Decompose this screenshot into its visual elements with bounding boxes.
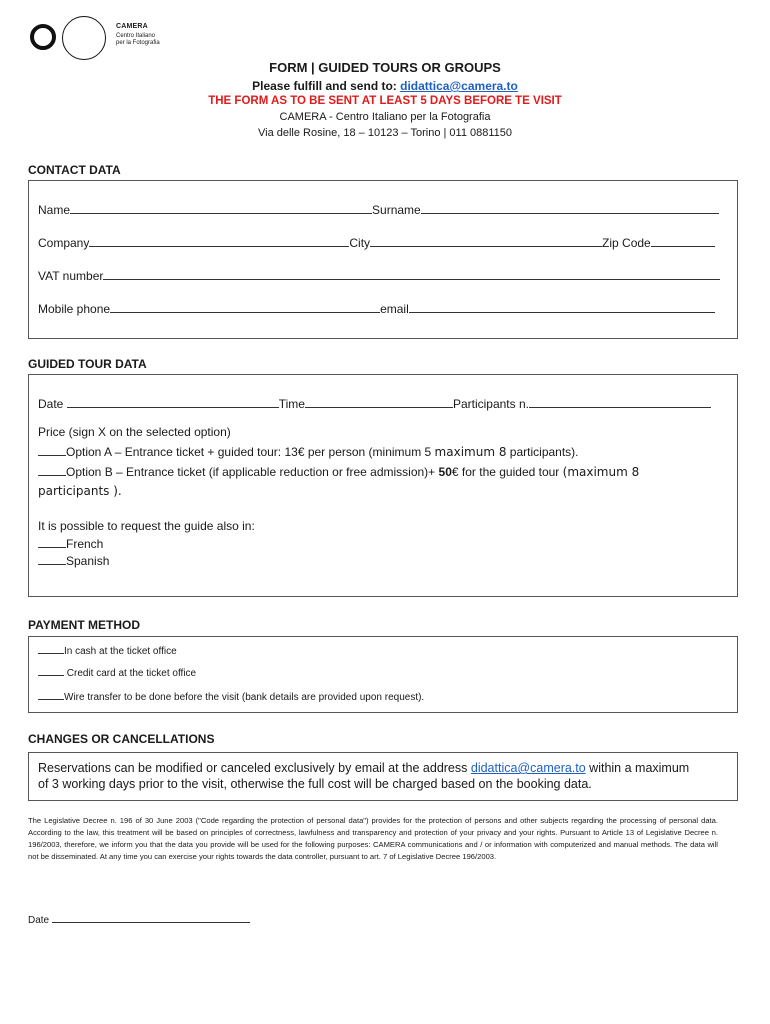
payment-wire[interactable]: Wire transfer to be done before the visit (bank details are provided upon request). (38, 690, 424, 703)
payment-card[interactable]: Credit card at the ticket office (38, 666, 196, 679)
payment-heading: PAYMENT METHOD (28, 618, 141, 632)
changes-heading: CHANGES OR CANCELLATIONS (28, 732, 215, 746)
tour-heading: GUIDED TOUR DATA (28, 357, 147, 371)
email-link[interactable]: didattica@camera.to (400, 79, 518, 93)
name-field[interactable]: Name Surname (38, 202, 719, 217)
deadline-notice: THE FORM AS TO BE SENT AT LEAST 5 DAYS BEFORE TE VISIT (208, 95, 562, 107)
price-label: Price (sign X on the selected option) (38, 425, 231, 439)
privacy-notice: The Legislative Decree n. 196 of 30 June 2003 ("Code regarding the protection of personal data") provides for the protection of persons and other subjects regarding the processing of personal data. According to the law, this treatment will be based on principles of correctness, lawfulness and transparency and protection of your privacy and your rights. Pursuant to Article 13 of Legislative Decree n. 196/2003, therefore, we inform you that the data you provide will be used for the following purposes: CAMERA communications and / or information with computerized and manual methods. The data will not be disseminated. At any time you can exercise your rights towards the data controller, pursuant to art. 7 of Legislative Decree 196/2003. (28, 816, 718, 861)
changes-text: Reservations can be modified or canceled exclusively by email at the address didattica@camera.to within a maximum of 3 working days prior to the visit, otherwise the full cost will be charged based on the booking data. (38, 761, 690, 791)
language-label: It is possible to request the guide also in: (38, 519, 255, 533)
mobile-field[interactable]: Mobile phone email (38, 301, 715, 316)
logo-name: CAMERA (116, 23, 148, 30)
form-title: FORM | GUIDED TOURS OR GROUPS (269, 60, 501, 75)
language-spanish[interactable]: Spanish (38, 553, 109, 568)
option-b[interactable]: Option B – Entrance ticket (if applicable reduction or free admission)+ 50€ for the guided tour (maximum 8 (38, 464, 639, 479)
company-field[interactable]: Company City Zip Code (38, 235, 715, 250)
language-french[interactable]: French (38, 536, 103, 551)
send-instruction: Please fulfill and send to: didattica@camera.to (252, 79, 518, 93)
date-time-field[interactable]: Date Time Participants n. (38, 396, 711, 411)
option-b-continued: participants ). (38, 484, 122, 498)
logo-circle-outline-icon (62, 16, 106, 60)
org-name: CAMERA - Centro Italiano per la Fotografia (279, 111, 491, 123)
logo-circle-solid-icon (30, 24, 56, 50)
option-a[interactable]: Option A – Entrance ticket + guided tour: 13€ per person (minimum 5 maximum 8 participants). (38, 444, 579, 459)
contact-heading: CONTACT DATA (28, 163, 121, 177)
logo-subtitle: Centro Italiano per la Fotografia (116, 33, 160, 46)
payment-cash[interactable]: In cash at the ticket office (38, 644, 177, 657)
org-address: Via delle Rosine, 18 – 10123 – Torino | 011 0881150 (257, 127, 513, 139)
vat-field[interactable]: VAT number (38, 268, 720, 283)
footer-date-field[interactable]: Date (28, 913, 250, 926)
changes-email-link[interactable]: didattica@camera.to (470, 761, 586, 775)
